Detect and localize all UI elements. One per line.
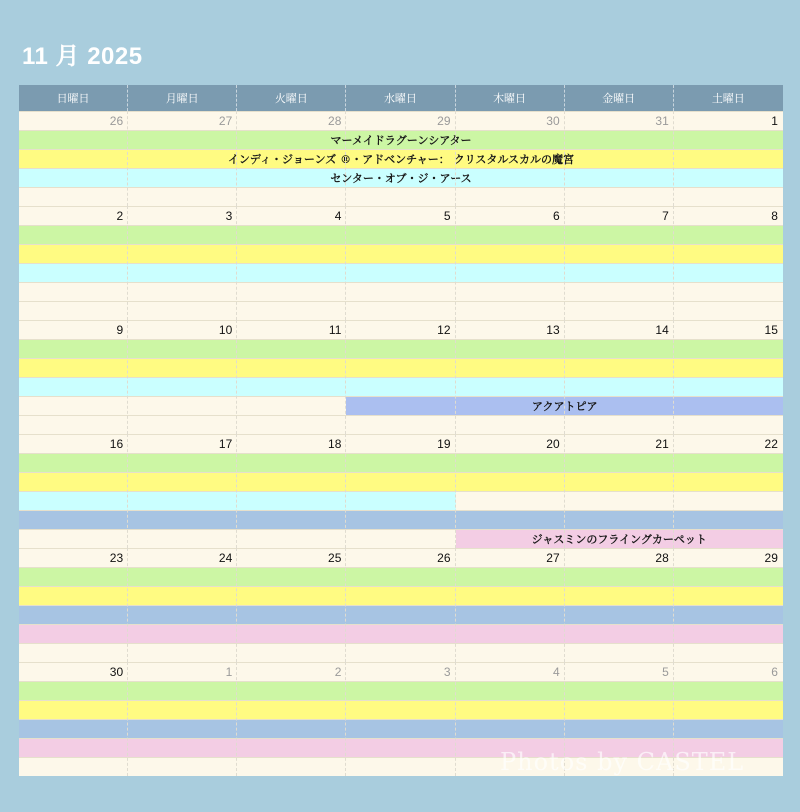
event-bar-mermaid[interactable]: [19, 568, 783, 586]
month-title: 11 月 2025: [22, 43, 143, 70]
day-number[interactable]: 5: [662, 665, 669, 679]
day-number[interactable]: 19: [437, 437, 451, 451]
event-lane: [19, 453, 783, 472]
day-number[interactable]: 4: [552, 665, 560, 679]
week-row: [19, 548, 783, 662]
event-lane: [19, 301, 783, 320]
event-lane: [19, 358, 783, 377]
event-lane: [19, 681, 783, 700]
day-number[interactable]: 3: [443, 665, 451, 679]
event-lane: [19, 529, 783, 548]
event-lane: [19, 643, 783, 662]
event-lane: [19, 149, 783, 168]
event-bar-jasmine[interactable]: [19, 625, 783, 643]
event-bar-mermaid[interactable]: マーメイドラグーンシアター: [19, 131, 783, 149]
event-bar-mermaid[interactable]: [19, 340, 783, 358]
day-number[interactable]: 22: [764, 437, 778, 451]
day-number[interactable]: 18: [328, 437, 342, 451]
event-bar-mermaid[interactable]: [19, 682, 783, 700]
event-lane: [19, 586, 783, 605]
event-bar-jasmine[interactable]: ジャスミンのフライングカーペット: [456, 530, 783, 548]
day-number[interactable]: 27: [218, 114, 233, 128]
week-row: [19, 111, 783, 206]
event-bar-center[interactable]: [19, 264, 783, 282]
day-number[interactable]: 21: [655, 437, 669, 451]
day-number[interactable]: 11: [328, 323, 342, 337]
event-lane: [19, 187, 783, 206]
date-row: [19, 434, 783, 453]
day-number[interactable]: 13: [546, 323, 560, 337]
weekday-tue: 火曜日: [237, 85, 346, 111]
event-lane: [19, 510, 783, 529]
day-number[interactable]: 2: [116, 209, 124, 223]
event-bar-indy[interactable]: [19, 359, 783, 377]
date-row: [19, 206, 783, 225]
day-number[interactable]: 14: [655, 323, 669, 337]
event-lane: [19, 244, 783, 263]
day-number[interactable]: 29: [437, 114, 451, 128]
day-number[interactable]: 26: [109, 114, 124, 128]
day-number[interactable]: 3: [225, 209, 233, 223]
day-number[interactable]: 25: [328, 551, 342, 565]
event-bar-indy[interactable]: [19, 245, 783, 263]
day-number[interactable]: 8: [771, 209, 778, 223]
event-bar-aquatopia[interactable]: [19, 720, 783, 738]
event-bar-aquatopia[interactable]: [19, 606, 783, 624]
day-number[interactable]: 20: [546, 437, 560, 451]
week-row: [19, 206, 783, 320]
event-lane: [19, 472, 783, 491]
day-number[interactable]: 28: [655, 551, 669, 565]
weekday-mon: 月曜日: [128, 85, 237, 111]
day-number[interactable]: 31: [655, 114, 669, 128]
event-bar-indy[interactable]: インディ・ジョーンズ ®・アドベンチャー： クリスタルスカルの魔宮: [19, 150, 783, 168]
event-bar-indy[interactable]: [19, 473, 783, 491]
event-lane: [19, 339, 783, 358]
watermark: Photos by CASTEL: [500, 748, 745, 776]
day-number[interactable]: 1: [771, 114, 778, 128]
event-lane: [19, 700, 783, 719]
event-bar-center[interactable]: [19, 492, 456, 510]
weekday-thu: 木曜日: [456, 85, 565, 111]
day-number[interactable]: 5: [443, 209, 451, 223]
week-row: [19, 434, 783, 548]
event-lane: [19, 377, 783, 396]
day-number[interactable]: 12: [437, 323, 451, 337]
day-number[interactable]: 6: [552, 209, 560, 223]
weekday-header: [19, 85, 783, 111]
weekday-sat: 土曜日: [711, 92, 745, 105]
week-row: [19, 320, 783, 434]
day-number[interactable]: 27: [546, 551, 560, 565]
date-row: [19, 662, 783, 681]
day-number[interactable]: 6: [771, 665, 778, 679]
event-bar-aquatopia[interactable]: アクアトピア: [346, 397, 783, 415]
day-number[interactable]: 4: [334, 209, 342, 223]
weeks-container: [19, 111, 783, 776]
event-lane: [19, 491, 783, 510]
event-lane: [19, 263, 783, 282]
event-lane: [19, 415, 783, 434]
date-row: [19, 111, 783, 130]
event-bar-mermaid[interactable]: [19, 226, 783, 244]
event-bar-indy[interactable]: [19, 701, 783, 719]
day-number[interactable]: 30: [109, 665, 124, 679]
day-number[interactable]: 10: [218, 323, 233, 337]
event-bar-aquatopia[interactable]: [19, 511, 783, 529]
event-bar-mermaid[interactable]: [19, 454, 783, 472]
day-number[interactable]: 26: [437, 551, 451, 565]
event-lane: [19, 567, 783, 586]
event-bar-center[interactable]: センター・オブ・ジ・アース: [19, 169, 783, 187]
day-number[interactable]: 23: [109, 551, 124, 565]
event-lane: [19, 396, 783, 415]
weekday-wed: 水曜日: [346, 85, 455, 111]
date-row: [19, 320, 783, 339]
event-lane: [19, 624, 783, 643]
day-number[interactable]: 24: [218, 551, 233, 565]
event-bar-center[interactable]: [19, 378, 783, 396]
day-number[interactable]: 16: [109, 437, 124, 451]
day-number[interactable]: 30: [546, 114, 560, 128]
calendar-grid: [19, 85, 783, 776]
event-bar-indy[interactable]: [19, 587, 783, 605]
day-number[interactable]: 29: [764, 551, 778, 565]
day-number[interactable]: 2: [334, 665, 342, 679]
day-number[interactable]: 9: [116, 323, 124, 337]
event-lane: [19, 130, 783, 149]
day-number[interactable]: 15: [764, 323, 778, 337]
day-number[interactable]: 28: [328, 114, 342, 128]
day-number[interactable]: 7: [662, 209, 669, 223]
event-lane: [19, 282, 783, 301]
date-row: [19, 548, 783, 567]
event-lane: [19, 168, 783, 187]
event-lane: [19, 719, 783, 738]
day-number[interactable]: 17: [218, 437, 233, 451]
event-lane: [19, 605, 783, 624]
day-number[interactable]: 1: [225, 665, 233, 679]
event-lane: [19, 225, 783, 244]
weekday-sun: 日曜日: [19, 85, 128, 111]
weekday-fri: 金曜日: [565, 85, 674, 111]
